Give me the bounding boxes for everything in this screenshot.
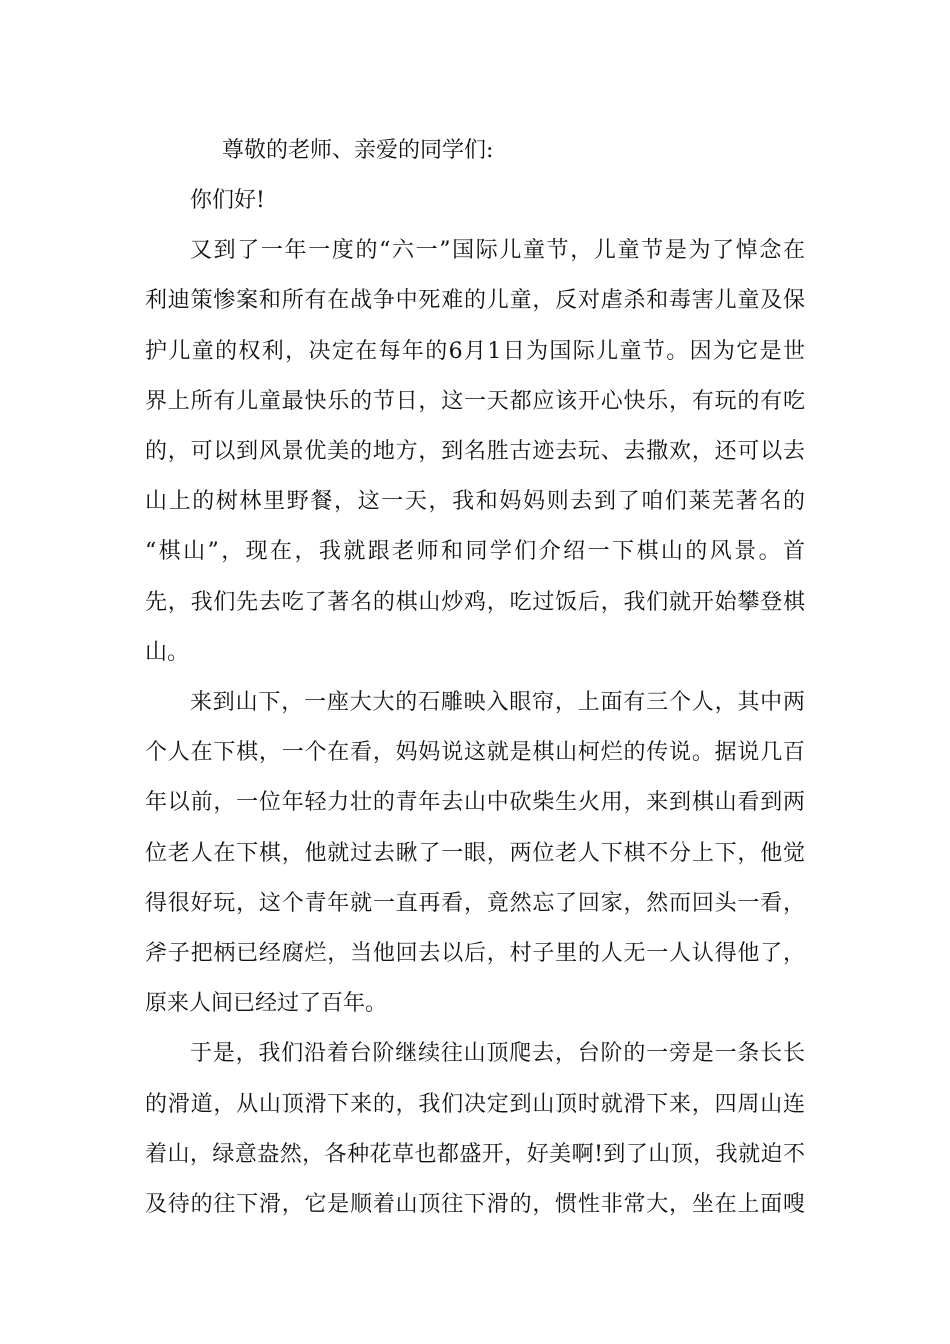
text-line: 山上的树林里野餐，这一天，我和妈妈则去到了咱们莱芜著名的	[145, 489, 805, 514]
text-line: 着山，绿意盎然，各种花草也都盛开，好美啊!到了山顶，我就迫不	[145, 1142, 805, 1167]
text-line: 得很好玩，这个青年就一直再看，竟然忘了回家，然而回头一看，	[145, 891, 805, 916]
text-line: 原来人间已经过了百年。	[145, 991, 388, 1016]
text-line: 及待的往下滑，它是顺着山顶往下滑的，惯性非常大，坐在上面嗖	[145, 1192, 805, 1217]
text-line: 于是，我们沿着台阶继续往山顶爬去，台阶的一旁是一条长长	[190, 1041, 805, 1066]
text-line: 先，我们先去吃了著名的棋山炒鸡，吃过饭后，我们就开始攀登棋	[145, 590, 805, 615]
salutation: 尊敬的老师、亲爱的同学们:	[222, 138, 494, 163]
text-line: 位老人在下棋，他就过去瞅了一眼，两位老人下棋不分上下，他觉	[145, 841, 805, 866]
text-line: 又到了一年一度的“六一”国际儿童节，儿童节是为了悼念在	[190, 238, 805, 263]
text-line: 年以前，一位年轻力壮的青年去山中砍柴生火用，来到棋山看到两	[145, 790, 805, 815]
greeting: 你们好!	[190, 188, 265, 213]
text-line: 个人在下棋，一个在看，妈妈说这就是棋山柯烂的传说。据说几百	[145, 740, 805, 765]
text-line: 的滑道，从山顶滑下来的，我们决定到山顶时就滑下来，四周山连	[145, 1092, 805, 1117]
text-line: 利迪策惨案和所有在战争中死难的儿童，反对虐杀和毒害儿童及保	[145, 288, 805, 313]
text-line: 界上所有儿童最快乐的节日，这一天都应该开心快乐，有玩的有吃	[145, 389, 805, 414]
text-line: “棋山”，现在，我就跟老师和同学们介绍一下棋山的风景。首	[145, 539, 805, 564]
text-line: 护儿童的权利，决定在每年的6月1日为国际儿童节。因为它是世	[145, 339, 805, 364]
text-line: 的，可以到风景优美的地方，到名胜古迹去玩、去撒欢，还可以去	[145, 439, 805, 464]
text-line: 山。	[145, 640, 190, 665]
text-line: 来到山下，一座大大的石雕映入眼帘，上面有三个人，其中两	[190, 690, 805, 715]
text-line: 斧子把柄已经腐烂，当他回去以后，村子里的人无一人认得他了，	[145, 941, 805, 966]
